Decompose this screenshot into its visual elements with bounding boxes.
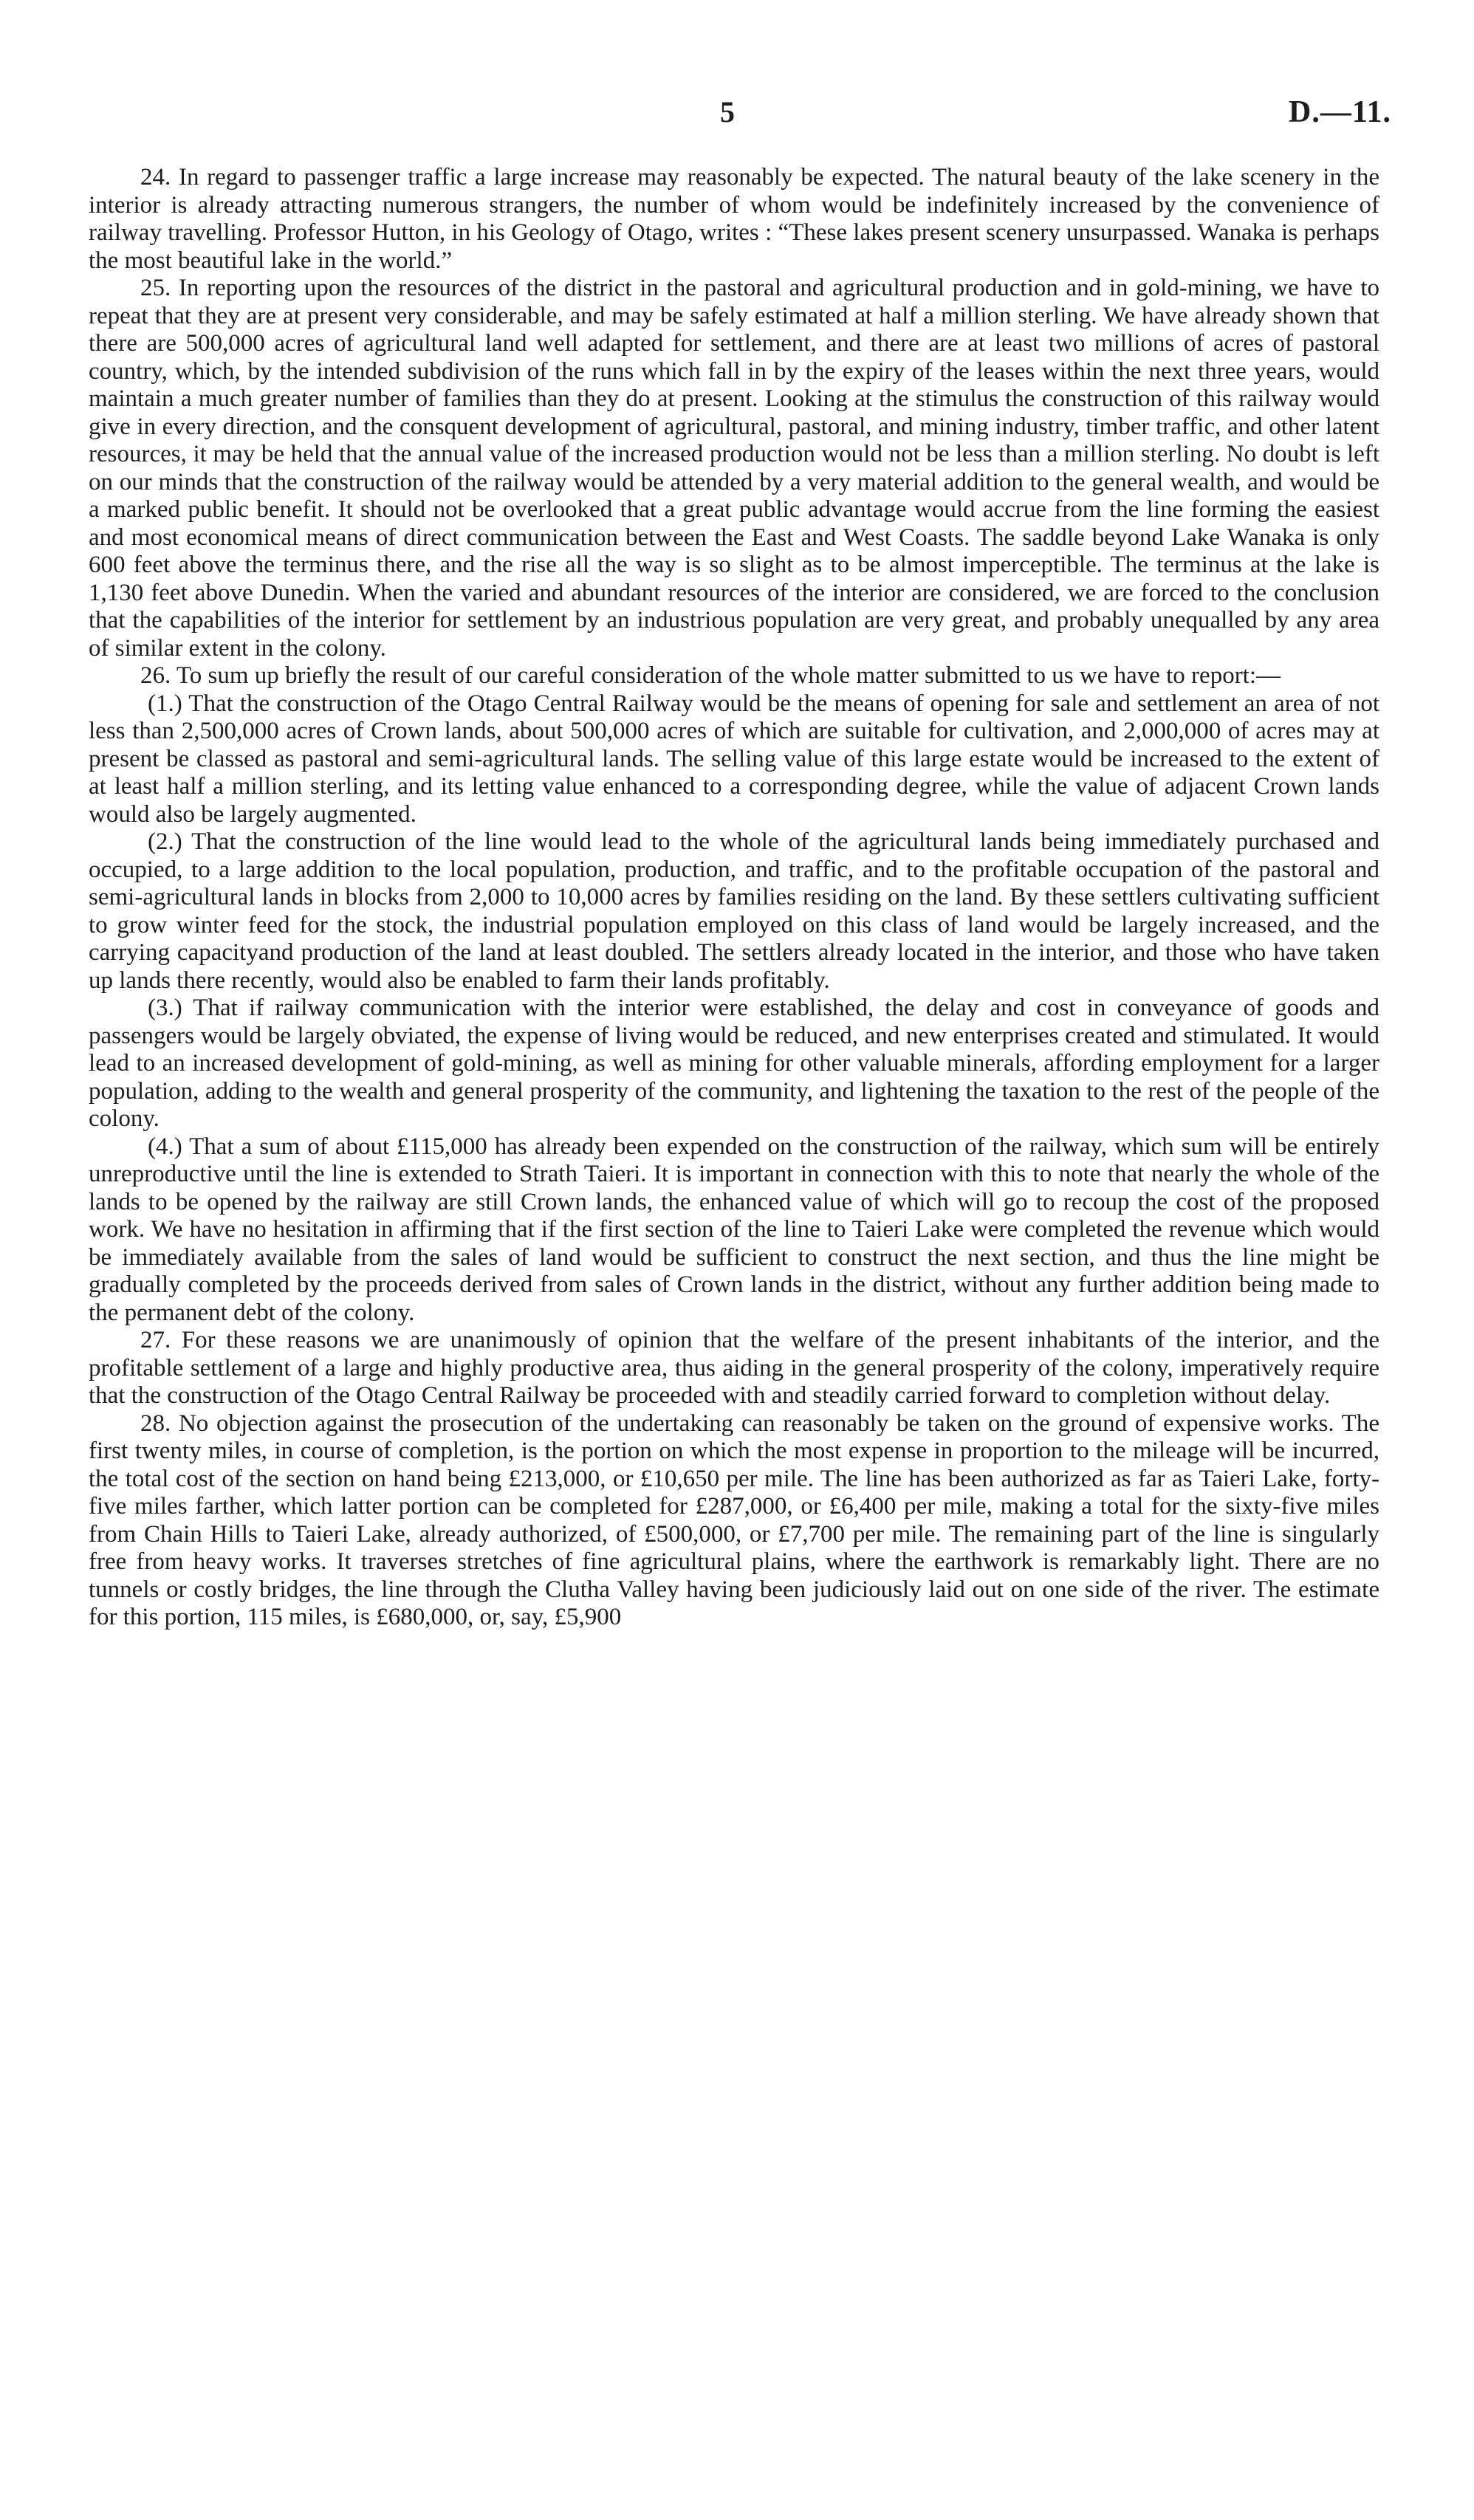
paragraph-25: 25. In reporting upon the resources of the district in the pastoral and agricultural production and in gold-mining, we have to repeat that they are at present very considerable, and may be safely estimated at half a million sterling. We have already shown that there are 500,000 acres of agricultural land well adapted for settlement, and there are at least two millions of acres of pastoral country, which, by the intended subdivision of the runs which fall in by the expiry of the leases within the next three years, would maintain a much greater number of families than they do at present. Looking at the stimulus the construction of this railway would give in every direction, and the consquent development of agricultural, pastoral, and mining industry, timber traffic, and other latent resources, it may be held that the annual value of the increased production would not be less than a million sterling. No doubt is left on our minds that the construction of the railway would be attended by a very material addition to the general wealth, and would be a marked public benefit. It should not be overlooked that a great public advantage would accrue from the line forming the easiest and most economical means of direct communication between the East and West Coasts. The saddle beyond Lake Wanaka is only 600 feet above the terminus there, and the rise all the way is so slight as to be almost imperceptible. The terminus at the lake is 1,130 feet above Dunedin. When the varied and abundant resources of the interior are considered, we are forced to the conclusion that the capabilities of the interior for settlement by an industrious population are very great, and probably unequalled by any area of similar extent in the colony. [89,275,1379,662]
body-text [89,164,1379,1632]
paragraph-24: 24. In regard to passenger traffic a large increase may reasonably be expected. The natural beauty of the lake scenery in the interior is already attracting numerous strangers, the number of whom would be indefinitely increased by the convenience of railway travelling. Professor Hutton, in his Geology of Otago, writes : “These lakes present scenery unsurpassed. Wanaka is perhaps the most beautiful lake in the world.” [89,164,1379,274]
paragraph-26-item-1: (1.) That the construction of the Otago Central Railway would be the means of opening for sale and settlement an area of not less than 2,500,000 acres of Crown lands, about 500,000 acres of which are suitable for cultivation, and 2,000,000 of acres may at present be classed as pastoral and semi-agricultural lands. The selling value of this large estate would be increased to the extent of at least half a million sterling, and its letting value enhanced to a corresponding degree, while the value of adjacent Crown lands would also be largely augmented. [89,690,1379,828]
page-header [0,95,1474,139]
document-reference: D.—11. [1288,95,1391,129]
paragraph-28: 28. No objection against the prosecution of the undertaking can reasonably be taken on the ground of expensive works. The first twenty miles, in course of completion, is the portion on which the most expense in proportion to the mileage will be incurred, the total cost of the section on hand being £213,000, or £10,650 per mile. The line has been authorized as far as Taieri Lake, forty-five miles farther, which latter portion can be completed for £287,000, or £6,400 per mile, making a total for the sixty-five miles from Chain Hills to Taieri Lake, already authorized, of £500,000, or £7,700 per mile. The remaining part of the line is singularly free from heavy works. It traverses stretches of fine agricultural plains, where the earthwork is remarkably light. There are no tunnels or costly bridges, the line through the Clutha Valley having been judiciously laid out on one side of the river. The estimate for this portion, 115 miles, is £680,000, or, say, £5,900 [89,1410,1379,1630]
paragraph-26-item-3: (3.) That if railway communication with the interior were established, the delay and cost in conveyance of goods and passengers would be largely obviated, the expense of living would be reduced, and new enterprises created and stimulated. It would lead to an increased development of gold-mining, as well as mining for other valuable minerals, affording employment for a larger population, adding to the wealth and general prosperity of the community, and lightening the taxation to the rest of the people of the colony. [89,995,1379,1132]
paragraph-26-item-2: (2.) That the construction of the line would lead to the whole of the agricultural lands being immediately purchased and occupied, to a large addition to the local population, production, and traffic, and to the profitable occupation of the pastoral and semi-agricultural lands in blocks from 2,000 to 10,000 acres by families residing on the land. By these settlers cultivating sufficient to grow winter feed for the stock, the industrial population employed on this class of land would be largely increased, and the carrying capacityand production of the land at least doubled. The settlers already located in the interior, and those who have taken up lands there recently, would also be enabled to farm their lands profitably. [89,828,1379,994]
page-number: 5 [720,95,735,128]
paragraph-26: 26. To sum up briefly the result of our careful consideration of the whole matter submitted to us we have to report:— [140,662,1281,689]
paragraph-27: 27. For these reasons we are unanimously of opinion that the welfare of the present inhabitants of the interior, and the profitable settlement of a large and highly productive area, thus aiding in the general prosperity of the colony, imperatively require that the construction of the Otago Central Railway be proceeded with and steadily carried forward to completion without delay. [89,1327,1379,1409]
paragraph-26-item-4: (4.) That a sum of about £115,000 has already been expended on the construction of the railway, which sum will be entirely unreproductive until the line is extended to Strath Taieri. It is important in connection with this to note that nearly the whole of the lands to be opened by the railway are still Crown lands, the enhanced value of which will go to recoup the cost of the proposed work. We have no hesitation in affirming that if the first section of the line to Taieri Lake were completed the revenue which would be immediately available from the sales of land would be sufficient to construct the next section, and thus the line might be gradually completed by the proceeds derived from sales of Crown lands in the district, without any further addition being made to the permanent debt of the colony. [89,1133,1379,1326]
